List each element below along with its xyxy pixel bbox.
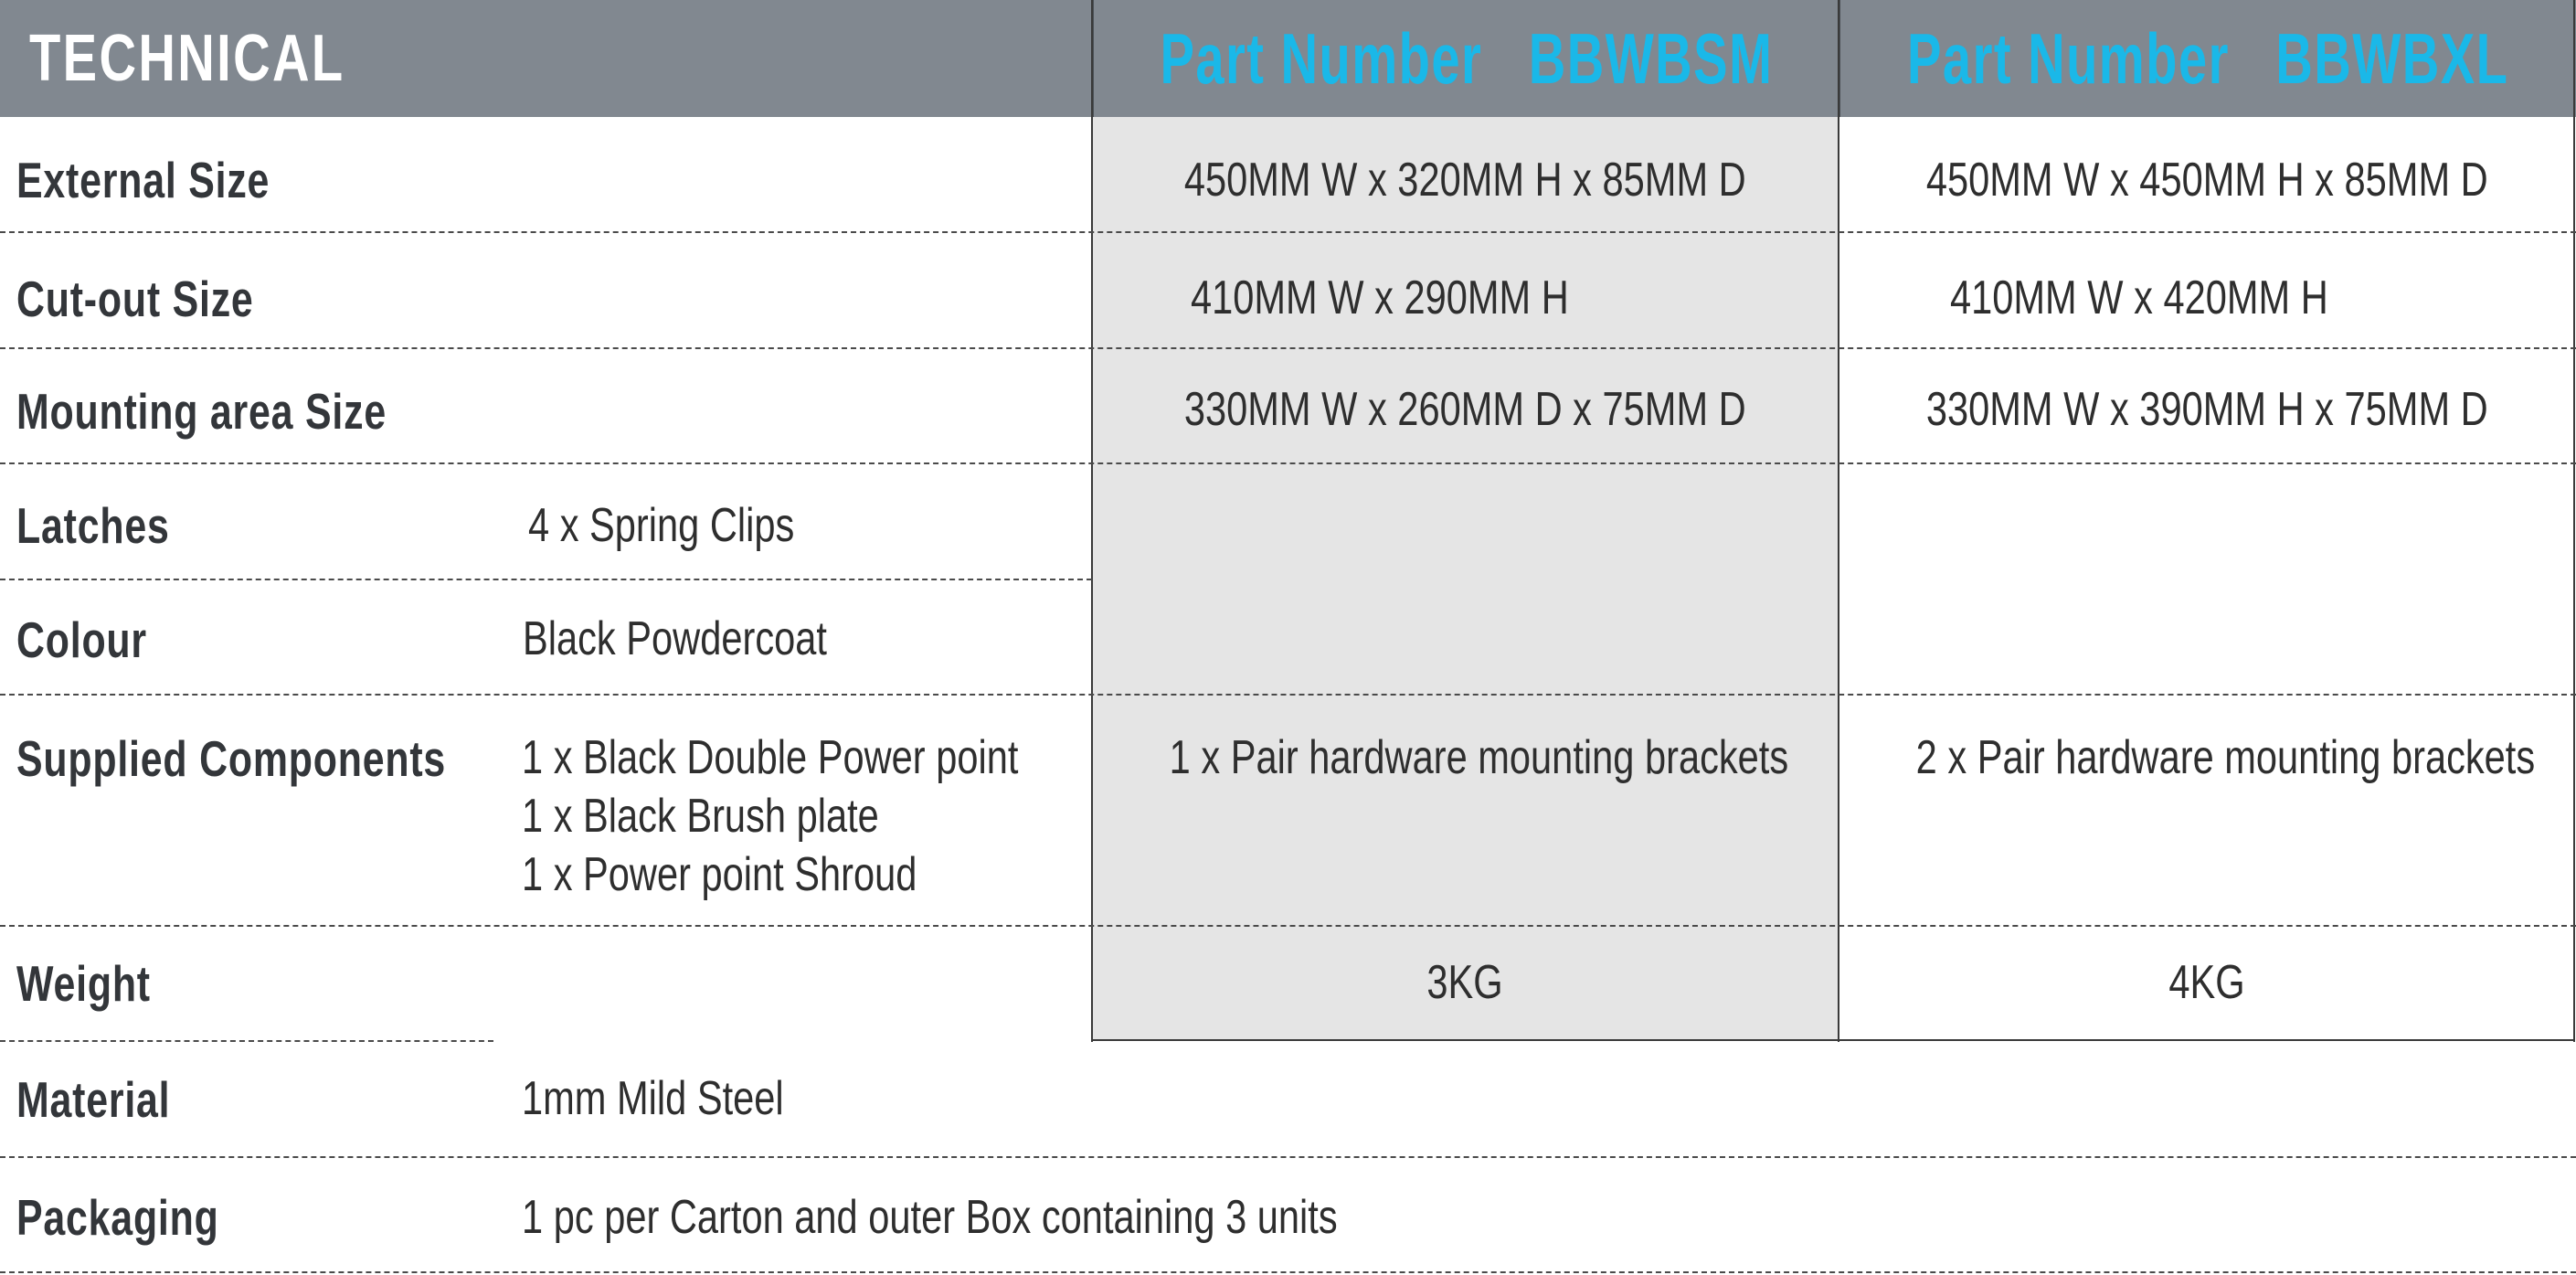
cutout-size-label: Cut-out Size: [16, 271, 254, 327]
part-number-code: BBWBXL: [2275, 17, 2509, 99]
table-bottom-border: [1092, 1039, 2575, 1041]
latches-label: Latches: [16, 497, 170, 554]
row-divider: [0, 925, 2576, 927]
supplied-component-item: 1 x Black Double Power point: [522, 731, 1019, 784]
packaging-value: 1 pc per Carton and outer Box containing 3 units: [522, 1191, 1338, 1244]
part-number-code: BBWBSM: [1528, 17, 1773, 99]
section-title: TECHNICAL: [29, 22, 345, 95]
row-divider: [0, 1040, 493, 1042]
part-number-label: Part Number: [1160, 17, 1482, 99]
shaded-column: [1092, 117, 1839, 1041]
weight-bbwbsm: 3KG: [1426, 956, 1504, 1009]
material-value: 1mm Mild Steel: [522, 1072, 784, 1125]
row-divider: [0, 694, 2576, 696]
external-size-bbwbsm: 450MM W x 320MM H x 85MM D: [1184, 154, 1746, 207]
cutout-size-bbwbxl: 410MM W x 420MM H: [1950, 271, 2328, 324]
colour-label: Colour: [16, 611, 147, 668]
latches-value: 4 x Spring Clips: [528, 499, 795, 552]
mounting-area-label: Mounting area Size: [16, 383, 387, 440]
mounting-area-bbwbsm: 330MM W x 260MM D x 75MM D: [1184, 383, 1746, 436]
column-header-bbwbxl: [1839, 0, 2576, 117]
material-label: Material: [16, 1071, 171, 1128]
row-divider: [0, 579, 1092, 580]
supplied-components-bbwbxl: 2 x Pair hardware mounting brackets: [1915, 731, 2536, 784]
external-size-bbwbxl: 450MM W x 450MM H x 85MM D: [1926, 154, 2488, 207]
row-divider: [0, 231, 2576, 233]
row-divider: [0, 1156, 2576, 1158]
column-header-bbwbsm: [1092, 0, 1839, 117]
supplied-components-label: Supplied Components: [16, 730, 447, 787]
weight-bbwbxl: 4KG: [2168, 956, 2246, 1009]
supplied-component-item: 1 x Power point Shroud: [522, 848, 917, 901]
weight-label: Weight: [16, 955, 151, 1012]
packaging-label: Packaging: [16, 1189, 219, 1246]
supplied-component-item: 1 x Black Brush plate: [522, 790, 879, 843]
row-divider: [0, 1271, 2576, 1273]
colour-value: Black Powdercoat: [523, 612, 827, 665]
row-divider: [0, 462, 2576, 464]
external-size-label: External Size: [16, 152, 270, 208]
cutout-size-bbwbsm: 410MM W x 290MM H: [1191, 271, 1569, 324]
supplied-components-bbwbsm: 1 x Pair hardware mounting brackets: [1169, 731, 1789, 784]
part-number-label: Part Number: [1907, 17, 2231, 99]
row-divider: [0, 347, 2576, 349]
mounting-area-bbwbxl: 330MM W x 390MM H x 75MM D: [1926, 383, 2488, 436]
